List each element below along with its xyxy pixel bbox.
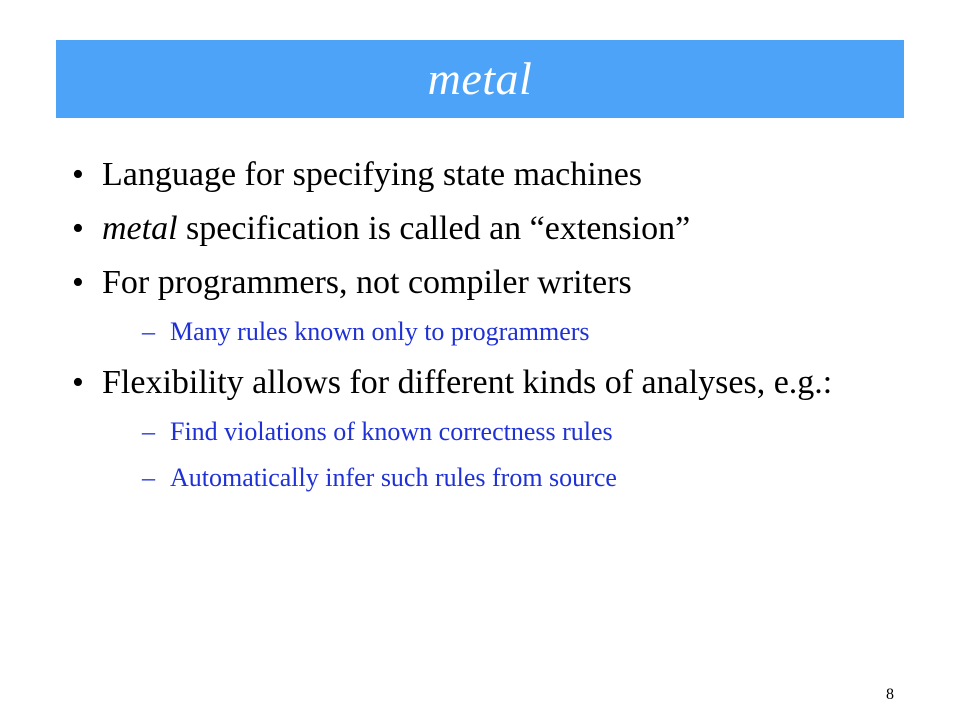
sub-bullet-item (72, 460, 912, 496)
bullet-text: specification is called an “extension” (177, 210, 691, 247)
bullet-dot-icon: • (72, 364, 84, 401)
sub-bullet-text: Automatically infer such rules from source (170, 463, 617, 492)
bullet-item (72, 206, 912, 252)
sub-bullet-item (72, 314, 912, 350)
sub-bullet-text: Find violations of known correctness rules (170, 417, 613, 446)
sub-bullet-item (72, 414, 912, 450)
sub-bullet-dash-icon: – (142, 317, 155, 346)
slide-title-bar (56, 40, 904, 118)
bullet-item (72, 152, 912, 198)
page-number: 8 (886, 686, 894, 703)
slide-title: metal (427, 53, 533, 104)
sub-bullet-dash-icon: – (142, 417, 155, 446)
bullet-italic-prefix: metal (102, 210, 178, 247)
slide-content (72, 152, 912, 506)
sub-bullet-text: Many rules known only to programmers (170, 317, 590, 346)
bullet-dot-icon: • (72, 264, 84, 301)
sub-bullet-dash-icon: – (142, 463, 155, 492)
bullet-dot-icon: • (72, 210, 84, 247)
bullet-text: For programmers, not compiler writers (102, 264, 632, 301)
bullet-dot-icon: • (72, 156, 84, 193)
bullet-item (72, 260, 912, 306)
bullet-text: Language for specifying state machines (102, 156, 643, 193)
bullet-text: Flexibility allows for different kinds of analyses, e.g.: (102, 364, 833, 401)
bullet-item (72, 360, 912, 406)
